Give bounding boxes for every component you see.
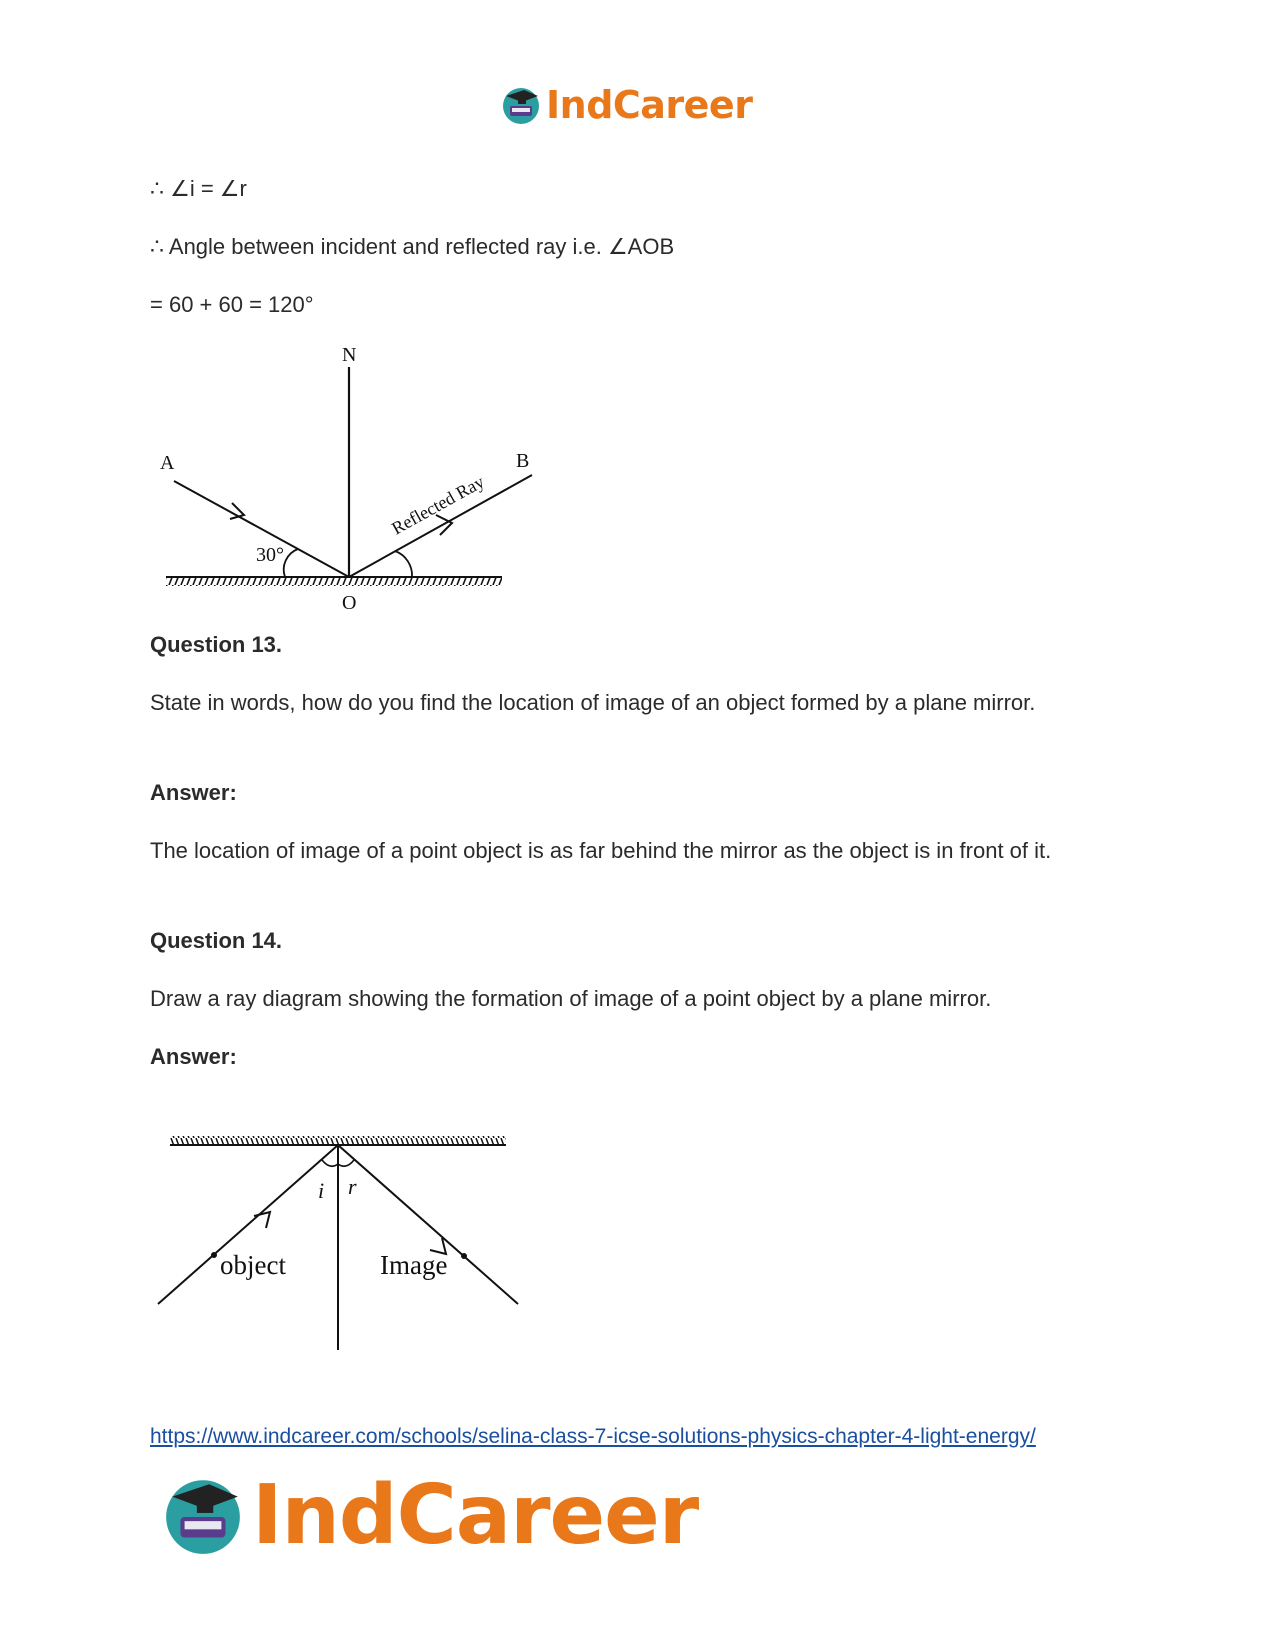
- label-r: r: [348, 1174, 357, 1199]
- question-14-text: Draw a ray diagram showing the formation of image of a point object by a plane mirror.: [150, 986, 992, 1011]
- question-14-answer-label: Answer:: [150, 1044, 237, 1069]
- angle-r-arc: [338, 1160, 354, 1166]
- incident-arrow-icon: [230, 503, 244, 519]
- question-13-answer-label: Answer:: [150, 780, 237, 805]
- question-13-title: Question 13.: [150, 632, 283, 657]
- reflected-ray: [349, 475, 532, 577]
- question-13-text: State in words, how do you find the location of image of an object formed by a plane mirror.: [150, 690, 1036, 715]
- label-A: A: [160, 452, 175, 474]
- reflected-ray-label: Reflected Ray: [388, 471, 488, 539]
- mirror-hatching: [170, 1136, 506, 1144]
- question-14-title: Question 14.: [150, 928, 283, 953]
- reflected-angle-arc: [395, 551, 412, 577]
- incident-ray: [158, 1145, 338, 1304]
- object-point: [211, 1252, 217, 1258]
- reflected-ray: [338, 1145, 518, 1304]
- equation-angle-aob: ∴ Angle between incident and reflected ray i.e. ∠AOB: [150, 234, 675, 259]
- label-N: N: [342, 345, 357, 366]
- label-i: i: [318, 1178, 325, 1203]
- logo-text: IndCareer: [252, 1467, 699, 1563]
- label-B: B: [516, 450, 530, 472]
- logo-icon: [160, 1472, 246, 1558]
- label-object: object: [220, 1250, 286, 1280]
- source-url-link[interactable]: https://www.indcareer.com/schools/selina-class-7-icse-solutions-physics-chapter-4-light-energy/: [150, 1425, 1036, 1448]
- incident-angle-arc: [284, 549, 298, 577]
- plane-mirror-diagram: [150, 1130, 530, 1360]
- angle-label-30: 30°: [256, 544, 284, 566]
- equation-angles-equal: ∴ ∠i = ∠r: [150, 176, 247, 201]
- logo-text: IndCareer: [546, 83, 753, 127]
- logo-icon: [500, 84, 542, 126]
- label-image: Image: [380, 1250, 448, 1280]
- incident-arrow-icon: [254, 1212, 270, 1228]
- header-logo: [500, 80, 752, 130]
- equation-result: = 60 + 60 = 120°: [150, 292, 314, 317]
- label-O: O: [342, 592, 357, 614]
- image-point: [461, 1253, 467, 1259]
- question-13-answer: The location of image of a point object is as far behind the mirror as the object is in front of it.: [150, 838, 1052, 863]
- reflection-diagram: [150, 345, 550, 615]
- mirror-hatching: [166, 578, 502, 586]
- footer-logo: [160, 1467, 699, 1563]
- angle-i-arc: [322, 1160, 338, 1166]
